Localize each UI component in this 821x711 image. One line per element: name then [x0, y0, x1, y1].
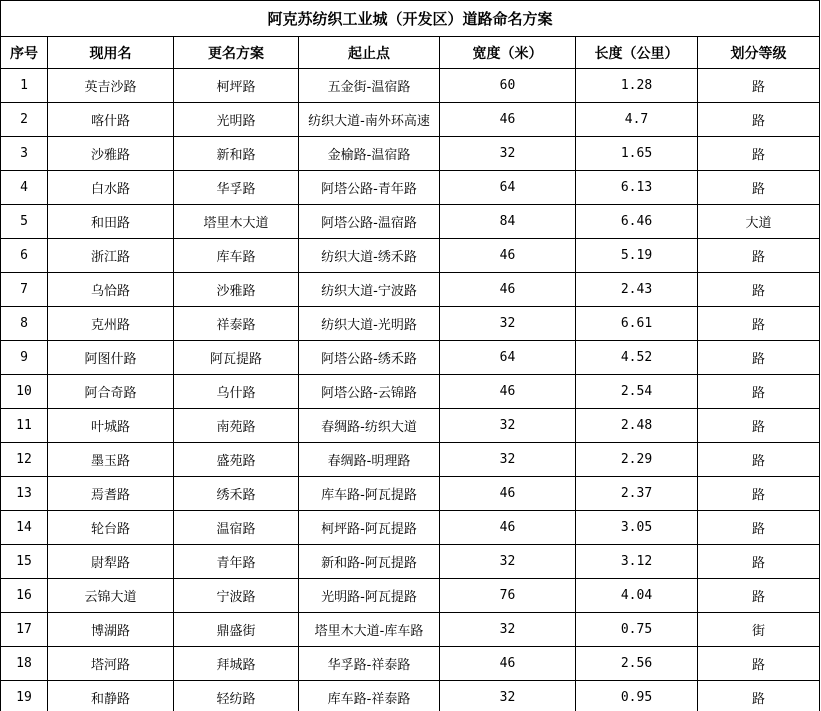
cell-start-end[interactable]: 库车路-祥泰路	[299, 681, 440, 711]
cell-seq[interactable]: 16	[1, 579, 48, 613]
header-row	[1, 37, 820, 69]
cell-grade[interactable]: 路	[698, 239, 820, 273]
cell-width[interactable]: 46	[440, 375, 576, 409]
cell-current-name[interactable]: 云锦大道	[48, 579, 174, 613]
table-row	[1, 205, 820, 239]
cell-length[interactable]: 4.04	[576, 579, 698, 613]
cell-new-name[interactable]: 光明路	[174, 103, 299, 137]
table-row	[1, 375, 820, 409]
cell-width[interactable]: 32	[440, 137, 576, 171]
cell-length[interactable]: 3.12	[576, 545, 698, 579]
cell-current-name[interactable]: 克州路	[48, 307, 174, 341]
cell-seq[interactable]: 6	[1, 239, 48, 273]
cell-start-end[interactable]: 阿塔公路-青年路	[299, 171, 440, 205]
table-row	[1, 69, 820, 103]
cell-new-name[interactable]: 盛苑路	[174, 443, 299, 477]
cell-new-name[interactable]: 阿瓦提路	[174, 341, 299, 375]
cell-width[interactable]: 64	[440, 171, 576, 205]
cell-new-name[interactable]: 鼎盛街	[174, 613, 299, 647]
cell-start-end[interactable]: 光明路-阿瓦提路	[299, 579, 440, 613]
cell-grade[interactable]: 路	[698, 69, 820, 103]
cell-start-end[interactable]: 春绸路-明理路	[299, 443, 440, 477]
header-new-name[interactable]: 更名方案	[174, 37, 299, 69]
table-row	[1, 171, 820, 205]
cell-grade[interactable]: 路	[698, 103, 820, 137]
cell-length[interactable]: 2.48	[576, 409, 698, 443]
cell-length[interactable]: 0.95	[576, 681, 698, 711]
cell-seq[interactable]: 4	[1, 171, 48, 205]
cell-start-end[interactable]: 华孚路-祥泰路	[299, 647, 440, 681]
table-row	[1, 579, 820, 613]
cell-seq[interactable]: 9	[1, 341, 48, 375]
cell-seq[interactable]: 7	[1, 273, 48, 307]
cell-width[interactable]: 46	[440, 477, 576, 511]
cell-seq[interactable]: 14	[1, 511, 48, 545]
table-row	[1, 307, 820, 341]
cell-seq[interactable]: 2	[1, 103, 48, 137]
cell-start-end[interactable]: 阿塔公路-温宿路	[299, 205, 440, 239]
cell-current-name[interactable]: 和静路	[48, 681, 174, 711]
cell-length[interactable]: 4.7	[576, 103, 698, 137]
table-row	[1, 647, 820, 681]
cell-width[interactable]: 46	[440, 103, 576, 137]
cell-start-end[interactable]: 库车路-阿瓦提路	[299, 477, 440, 511]
cell-current-name[interactable]: 乌恰路	[48, 273, 174, 307]
cell-width[interactable]: 46	[440, 273, 576, 307]
cell-width[interactable]: 32	[440, 545, 576, 579]
cell-start-end[interactable]: 纺织大道-绣禾路	[299, 239, 440, 273]
cell-seq[interactable]: 12	[1, 443, 48, 477]
table-row	[1, 341, 820, 375]
cell-start-end[interactable]: 春绸路-纺织大道	[299, 409, 440, 443]
cell-new-name[interactable]: 塔里木大道	[174, 205, 299, 239]
cell-new-name[interactable]: 南苑路	[174, 409, 299, 443]
cell-current-name[interactable]: 叶城路	[48, 409, 174, 443]
cell-seq[interactable]: 3	[1, 137, 48, 171]
table-row	[1, 137, 820, 171]
cell-length[interactable]: 6.13	[576, 171, 698, 205]
header-seq[interactable]: 序号	[1, 37, 48, 69]
cell-grade[interactable]: 路	[698, 511, 820, 545]
cell-grade[interactable]: 路	[698, 341, 820, 375]
cell-current-name[interactable]: 墨玉路	[48, 443, 174, 477]
cell-length[interactable]: 1.28	[576, 69, 698, 103]
cell-new-name[interactable]: 乌什路	[174, 375, 299, 409]
cell-start-end[interactable]: 塔里木大道-库车路	[299, 613, 440, 647]
cell-new-name[interactable]: 新和路	[174, 137, 299, 171]
cell-length[interactable]: 6.61	[576, 307, 698, 341]
header-width[interactable]: 宽度（米）	[440, 37, 576, 69]
cell-length[interactable]: 2.56	[576, 647, 698, 681]
table-body	[1, 1, 820, 711]
cell-length[interactable]: 6.46	[576, 205, 698, 239]
cell-seq[interactable]: 8	[1, 307, 48, 341]
cell-length[interactable]: 2.37	[576, 477, 698, 511]
cell-grade[interactable]: 大道	[698, 205, 820, 239]
cell-start-end[interactable]: 纺织大道-光明路	[299, 307, 440, 341]
cell-current-name[interactable]: 尉犁路	[48, 545, 174, 579]
cell-grade[interactable]: 路	[698, 307, 820, 341]
table-row	[1, 511, 820, 545]
cell-grade[interactable]: 街	[698, 613, 820, 647]
cell-seq[interactable]: 13	[1, 477, 48, 511]
cell-start-end[interactable]: 新和路-阿瓦提路	[299, 545, 440, 579]
cell-current-name[interactable]: 喀什路	[48, 103, 174, 137]
cell-new-name[interactable]: 库车路	[174, 239, 299, 273]
header-current-name[interactable]: 现用名	[48, 37, 174, 69]
table-row	[1, 477, 820, 511]
cell-grade[interactable]: 路	[698, 375, 820, 409]
cell-width[interactable]: 64	[440, 341, 576, 375]
table-row	[1, 681, 820, 711]
cell-new-name[interactable]: 祥泰路	[174, 307, 299, 341]
title-row	[1, 1, 820, 37]
table-row	[1, 545, 820, 579]
cell-current-name[interactable]: 阿合奇路	[48, 375, 174, 409]
cell-grade[interactable]: 路	[698, 409, 820, 443]
cell-width[interactable]: 32	[440, 307, 576, 341]
cell-new-name[interactable]: 温宿路	[174, 511, 299, 545]
header-length[interactable]: 长度（公里）	[576, 37, 698, 69]
cell-current-name[interactable]: 英吉沙路	[48, 69, 174, 103]
table-row	[1, 613, 820, 647]
cell-new-name[interactable]: 柯坪路	[174, 69, 299, 103]
cell-width[interactable]: 46	[440, 647, 576, 681]
header-grade[interactable]: 划分等级	[698, 37, 820, 69]
cell-current-name[interactable]: 塔河路	[48, 647, 174, 681]
cell-length[interactable]: 2.43	[576, 273, 698, 307]
cell-width[interactable]: 32	[440, 681, 576, 711]
cell-width[interactable]: 76	[440, 579, 576, 613]
cell-grade[interactable]: 路	[698, 273, 820, 307]
cell-new-name[interactable]: 拜城路	[174, 647, 299, 681]
cell-width[interactable]: 32	[440, 409, 576, 443]
cell-seq[interactable]: 10	[1, 375, 48, 409]
cell-seq[interactable]: 19	[1, 681, 48, 711]
cell-new-name[interactable]: 青年路	[174, 545, 299, 579]
cell-grade[interactable]: 路	[698, 647, 820, 681]
cell-width[interactable]: 60	[440, 69, 576, 103]
table-title[interactable]: 阿克苏纺织工业城（开发区）道路命名方案	[1, 1, 820, 37]
table-row	[1, 443, 820, 477]
cell-start-end[interactable]: 金榆路-温宿路	[299, 137, 440, 171]
cell-current-name[interactable]: 沙雅路	[48, 137, 174, 171]
cell-seq[interactable]: 17	[1, 613, 48, 647]
cell-seq[interactable]: 15	[1, 545, 48, 579]
cell-seq[interactable]: 11	[1, 409, 48, 443]
cell-start-end[interactable]: 阿塔公路-云锦路	[299, 375, 440, 409]
cell-width[interactable]: 32	[440, 443, 576, 477]
cell-current-name[interactable]: 浙江路	[48, 239, 174, 273]
cell-current-name[interactable]: 和田路	[48, 205, 174, 239]
cell-new-name[interactable]: 绣禾路	[174, 477, 299, 511]
table-row	[1, 239, 820, 273]
cell-seq[interactable]: 18	[1, 647, 48, 681]
table-row	[1, 273, 820, 307]
cell-grade[interactable]: 路	[698, 137, 820, 171]
cell-length[interactable]: 4.52	[576, 341, 698, 375]
cell-length[interactable]: 2.54	[576, 375, 698, 409]
cell-start-end[interactable]: 纺织大道-宁波路	[299, 273, 440, 307]
cell-width[interactable]: 46	[440, 511, 576, 545]
cell-grade[interactable]: 路	[698, 545, 820, 579]
cell-start-end[interactable]: 五金街-温宿路	[299, 69, 440, 103]
table-row	[1, 409, 820, 443]
cell-start-end[interactable]: 纺织大道-南外环高速	[299, 103, 440, 137]
cell-width[interactable]: 46	[440, 239, 576, 273]
cell-length[interactable]: 3.05	[576, 511, 698, 545]
cell-new-name[interactable]: 沙雅路	[174, 273, 299, 307]
cell-current-name[interactable]: 博湖路	[48, 613, 174, 647]
cell-grade[interactable]: 路	[698, 477, 820, 511]
cell-current-name[interactable]: 轮台路	[48, 511, 174, 545]
cell-grade[interactable]: 路	[698, 681, 820, 711]
cell-new-name[interactable]: 宁波路	[174, 579, 299, 613]
cell-grade[interactable]: 路	[698, 443, 820, 477]
cell-current-name[interactable]: 阿图什路	[48, 341, 174, 375]
table-row	[1, 103, 820, 137]
cell-length[interactable]: 1.65	[576, 137, 698, 171]
cell-new-name[interactable]: 轻纺路	[174, 681, 299, 711]
cell-grade[interactable]: 路	[698, 171, 820, 205]
cell-seq[interactable]: 1	[1, 69, 48, 103]
cell-start-end[interactable]: 阿塔公路-绣禾路	[299, 341, 440, 375]
cell-start-end[interactable]: 柯坪路-阿瓦提路	[299, 511, 440, 545]
cell-length[interactable]: 5.19	[576, 239, 698, 273]
cell-width[interactable]: 84	[440, 205, 576, 239]
cell-width[interactable]: 32	[440, 613, 576, 647]
cell-seq[interactable]: 5	[1, 205, 48, 239]
cell-current-name[interactable]: 焉耆路	[48, 477, 174, 511]
cell-length[interactable]: 2.29	[576, 443, 698, 477]
header-start-end[interactable]: 起止点	[299, 37, 440, 69]
cell-length[interactable]: 0.75	[576, 613, 698, 647]
cell-current-name[interactable]: 白水路	[48, 171, 174, 205]
cell-grade[interactable]: 路	[698, 579, 820, 613]
cell-new-name[interactable]: 华孚路	[174, 171, 299, 205]
